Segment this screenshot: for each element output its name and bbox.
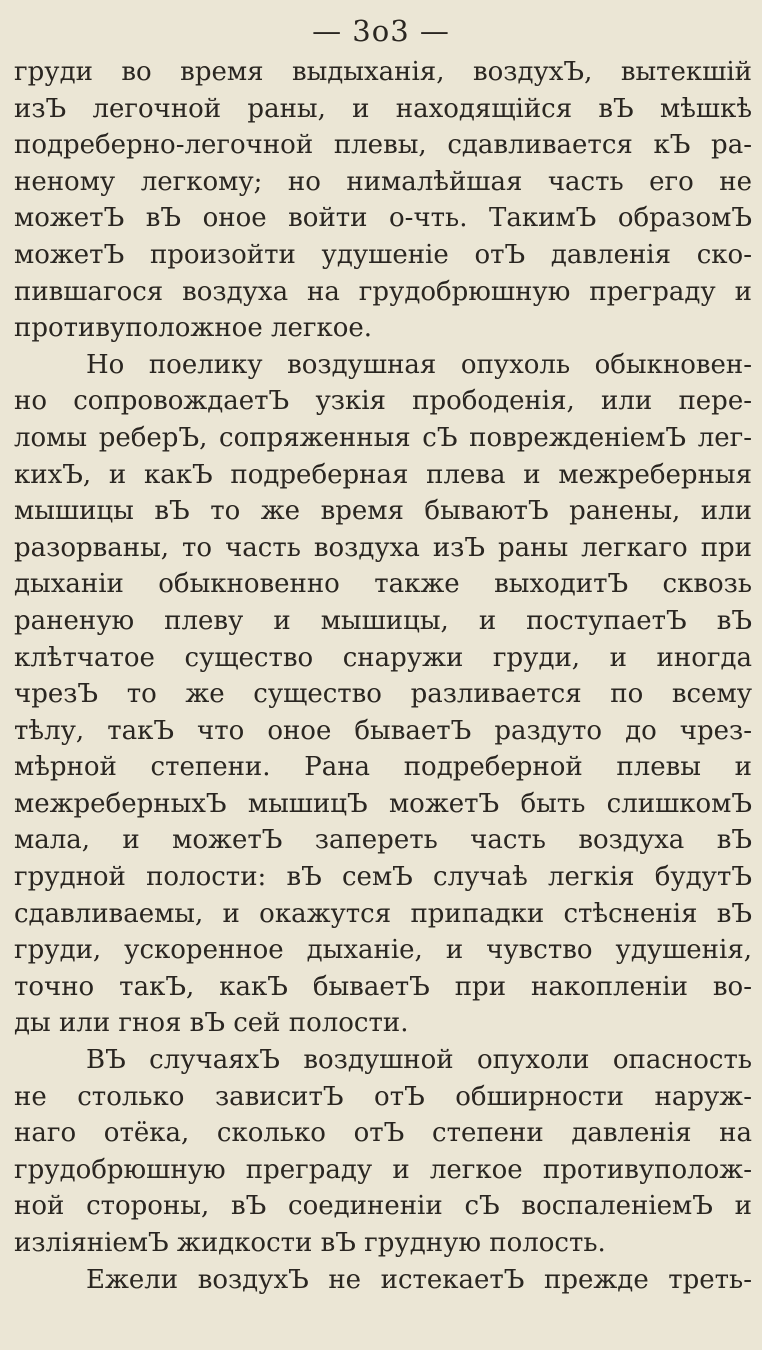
text-line: грудобрюшную преграду и легкое противуполож- xyxy=(14,1154,752,1185)
text-line: разорваны, то часть воздуха изЪ раны легкаго при xyxy=(14,532,752,563)
text-line: межреберныхЪ мышицЪ можетЪ быть слишкомЪ xyxy=(14,788,752,819)
text-line: не столько зависитЪ отЪ обширности наруж- xyxy=(14,1081,752,1112)
text-line: ды или гноя вЪ сей полости. xyxy=(14,1008,409,1039)
text-line: подреберно-легочной плевы, сдавливается кЪ ра- xyxy=(14,130,752,161)
text-line: изЪ легочной раны, и находящійся вЪ мѣшкѣ xyxy=(14,93,752,124)
text-line: неному легкому; но нималѣйшая часть его не xyxy=(14,166,752,197)
text-line: Но поелику воздушная опухоль обыкновен- xyxy=(86,349,752,380)
text-line: дыханіи обыкновенно также выходитЪ сквозь xyxy=(14,569,752,600)
text-line: грудной полости: вЪ семЪ случаѣ легкія будутЪ xyxy=(14,862,752,893)
text-line: груди во время выдыханія, воздухЪ, вытекшій xyxy=(14,57,752,87)
text-line: раненую плеву и мышицы, и поступаетЪ вЪ xyxy=(14,605,752,636)
text-line: пившагося воздуха на грудобрюшную преграду и xyxy=(14,276,752,307)
text-line: чрезЪ то же существо разливается по всему xyxy=(14,679,752,710)
text-line: ВЪ случаяхЪ воздушной опухоли опасность xyxy=(86,1045,752,1076)
text-line: Ежели воздухЪ не истекаетЪ прежде треть- xyxy=(86,1264,752,1295)
text-line: противуположное легкое. xyxy=(14,313,373,344)
text-line: кихЪ, и какЪ подреберная плева и межреберныя xyxy=(14,459,752,490)
text-line: мышицы вЪ то же время бываютЪ ранены, или xyxy=(14,496,752,527)
text-line: можетЪ произойти удушеніе отЪ давленія ско- xyxy=(14,239,752,270)
body-text xyxy=(14,54,752,1298)
page-number: — 3о3 — xyxy=(312,14,450,48)
text-line: ной стороны, вЪ соединеніи сЪ воспаленіемЪ и xyxy=(14,1191,752,1222)
text-line: груди, ускоренное дыханіе, и чувство удушенія, xyxy=(14,935,752,966)
text-line: тѣлу, такЪ что оное бываетЪ раздуто до чрез- xyxy=(14,715,752,746)
text-line: но сопровождаетЪ узкія прободенія, или пере- xyxy=(14,386,752,417)
text-line: наго отёка, сколько отЪ степени давленія на xyxy=(14,1118,752,1149)
text-line: ломы реберЪ, сопряженныя сЪ поврежденіемЪ лег- xyxy=(14,422,752,453)
text-line: клѣтчатое существо снаружи груди, и иногда xyxy=(14,642,752,673)
text-line: точно такЪ, какЪ бываетЪ при накопленіи во- xyxy=(14,971,752,1002)
text-line: сдавливаемы, и окажутся припадки стѣсненія вЪ xyxy=(14,898,752,929)
text-line: мала, и можетЪ запереть часть воздуха вЪ xyxy=(14,825,752,856)
text-line: мѣрной степени. Рана подреберной плевы и xyxy=(14,752,752,783)
text-line: изліяніемЪ жидкости вЪ грудную полость. xyxy=(14,1228,606,1258)
text-line: можетЪ вЪ оное войти о-чть. ТакимЪ образомЪ xyxy=(14,203,752,234)
